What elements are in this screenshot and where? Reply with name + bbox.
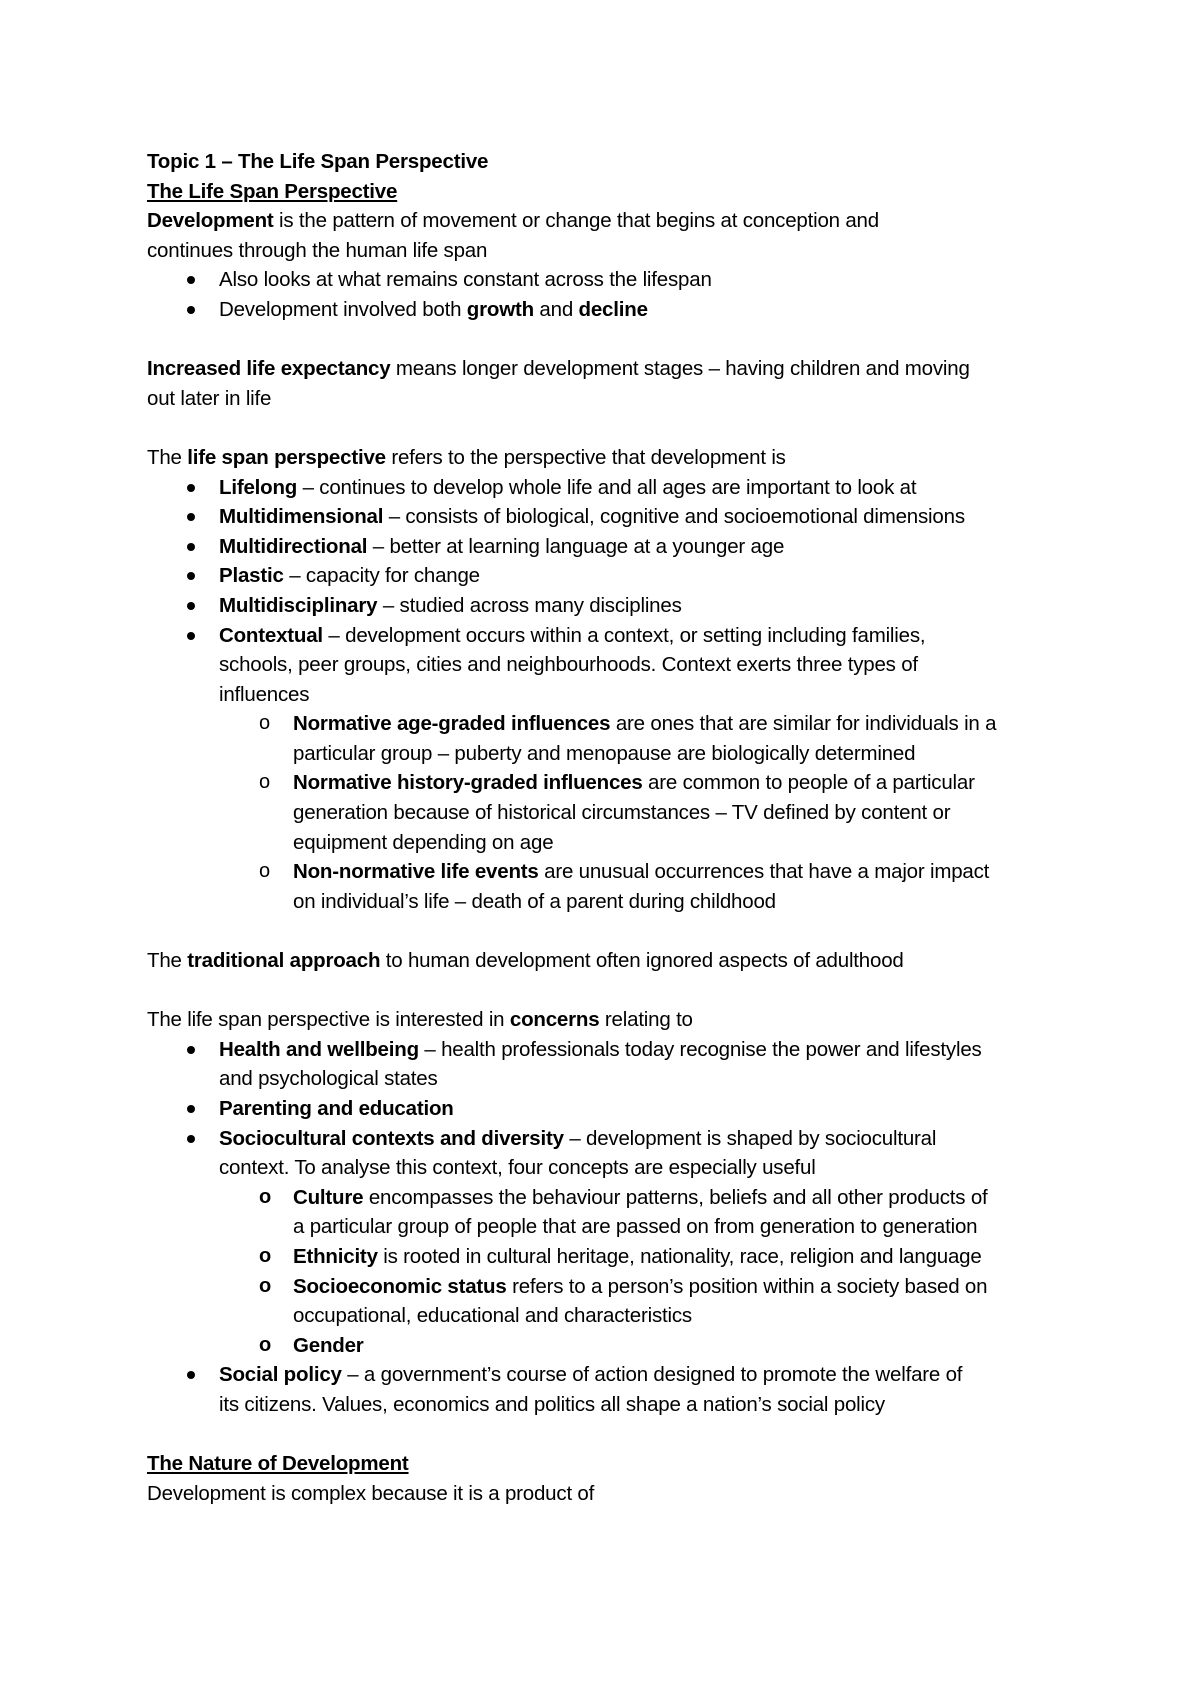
list-item: Development involved both growth and decline (147, 295, 1087, 325)
bullet-icon (187, 1135, 195, 1143)
circle-bullet-icon: o (259, 712, 270, 735)
list-item: Plastic – capacity for change (147, 561, 1087, 591)
list-item: Parenting and education (147, 1094, 1087, 1124)
list-item: o Ethnicity is rooted in cultural heritage, nationality, race, religion and language (147, 1242, 1087, 1272)
bullet-icon (187, 632, 195, 640)
list-item: o Normative age-graded influences are ones that are similar for individuals in a particular group – puberty and menopause are biologically determined (147, 709, 1087, 768)
list-item: Also looks at what remains constant across the lifespan (147, 265, 1087, 295)
development-definition-cont: continues through the human life span (147, 238, 488, 262)
list-item: Social policy – a government’s course of action designed to promote the welfare of its citizens. Values, economics and politics all shape a nation’s social policy (147, 1360, 1087, 1419)
list-item: Contextual – development occurs within a context, or setting including families, schools, peer groups, cities and neighbourhoods. Context exerts three types of influences o Normative age-graded influences are ones that are similar for individuals in a particular group – puberty and menopause are biologically determined o Normative history-graded influences are common to people of a particular generation because of historical circumstances – TV defined by content or equipment depending on age o Non-normative life events are unusual occurrences that have a major impact on individual’s life – death of a parent during childhood (147, 621, 1087, 917)
bullet-icon (187, 306, 195, 314)
concerns-intro: The life span perspective is interested in concerns relating to (147, 1008, 693, 1032)
list-item: o Culture encompasses the behaviour patterns, beliefs and all other products of a particular group of people that are passed on from generation to generation (147, 1183, 1087, 1242)
nature-intro: Development is complex because it is a product of (147, 1481, 595, 1505)
concerns-list (147, 1035, 1087, 1420)
life-expectancy-paragraph: Increased life expectancy means longer development stages – having children and moving (147, 357, 970, 381)
circle-bullet-icon: o (259, 1333, 272, 1356)
circle-bullet-icon: o (259, 860, 270, 883)
bullet-icon (187, 1371, 195, 1379)
circle-bullet-icon: o (259, 1244, 272, 1267)
document-title: Topic 1 – The Life Span Perspective (147, 150, 489, 173)
list-item: Multidisciplinary – studied across many disciplines (147, 591, 1087, 621)
document-page (147, 147, 1087, 1508)
section-heading-nature: The Nature of Development (147, 1452, 409, 1476)
list-item: Lifelong – continues to develop whole life and all ages are important to look at (147, 473, 1087, 503)
list-item: o Non-normative life events are unusual occurrences that have a major impact on individual’s life – death of a parent during childhood (147, 857, 1087, 916)
bullet-icon (187, 543, 195, 551)
bullet-icon (187, 572, 195, 580)
traditional-approach-paragraph: The traditional approach to human development often ignored aspects of adulthood (147, 949, 904, 973)
list-item: o Socioeconomic status refers to a person’s position within a society based on occupational, educational and characteristics (147, 1272, 1087, 1331)
section-heading-life-span: The Life Span Perspective (147, 179, 398, 203)
bullet-icon (187, 276, 195, 284)
list-item: o Normative history-graded influences are common to people of a particular generation because of historical circumstances – TV defined by content or equipment depending on age (147, 768, 1087, 857)
circle-bullet-icon: o (259, 1274, 272, 1297)
life-expectancy-paragraph-cont: out later in life (147, 386, 272, 410)
bullet-icon (187, 1046, 195, 1054)
list-item: Sociocultural contexts and diversity – development is shaped by sociocultural context. To analyse this context, four concepts are especially useful o Culture encompasses the behaviour patterns, beliefs and all other products of a particular group of people that are passed on from generation to generation o Ethnicity is rooted in cultural heritage, nationality, race, religion and language o Socioeconomic status refers to a person’s position within a society based on occupational, educational and characteristics o Gender (147, 1124, 1087, 1361)
bullet-icon (187, 484, 195, 492)
circle-bullet-icon: o (259, 771, 270, 794)
list-item: Multidirectional – better at learning language at a younger age (147, 532, 1087, 562)
influences-list (219, 709, 1087, 916)
concepts-list (219, 1183, 1087, 1361)
development-bullets (147, 265, 1087, 324)
characteristics-list (147, 473, 1087, 917)
bullet-icon (187, 1105, 195, 1113)
life-span-intro: The life span perspective refers to the perspective that development is (147, 445, 786, 469)
list-item: Multidimensional – consists of biological, cognitive and socioemotional dimensions (147, 502, 1087, 532)
bullet-icon (187, 513, 195, 521)
list-item: Health and wellbeing – health professionals today recognise the power and lifestyles and psychological states (147, 1035, 1087, 1094)
list-item: o Gender (147, 1331, 1087, 1361)
development-definition: Development is the pattern of movement or change that begins at conception and (147, 209, 879, 233)
circle-bullet-icon: o (259, 1185, 272, 1208)
bullet-icon (187, 602, 195, 610)
